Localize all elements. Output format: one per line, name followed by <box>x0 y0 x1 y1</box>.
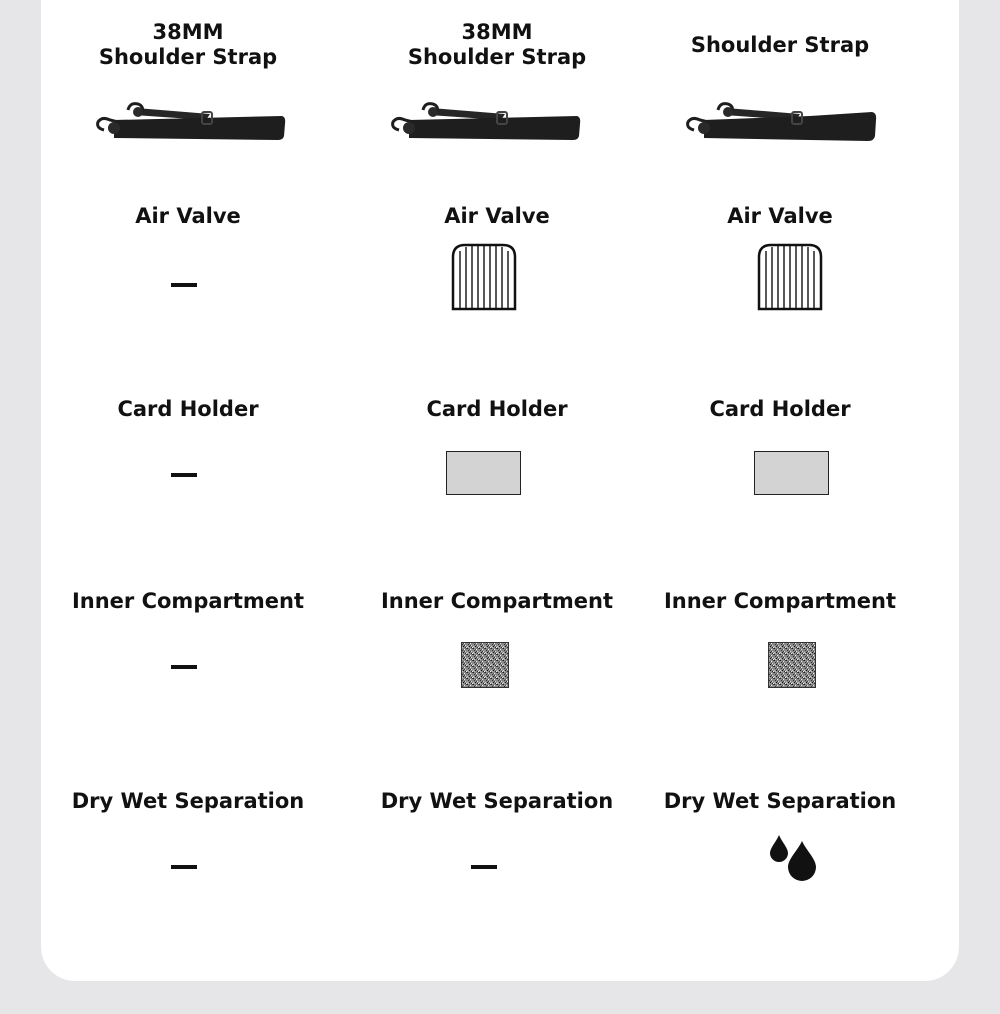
dash-icon <box>171 865 197 869</box>
card-holder-icon <box>446 451 521 495</box>
strap-size-label: 38MM <box>461 20 533 44</box>
shoulder-strap-icon <box>385 98 585 146</box>
dash-icon <box>171 283 197 287</box>
shoulder-strap-icon <box>90 98 290 146</box>
card-holder-icon <box>754 451 829 495</box>
card-holder-label: Card Holder <box>426 397 568 421</box>
strap-name-label: Shoulder Strap <box>98 45 278 69</box>
air-valve-icon <box>756 243 824 311</box>
wide-shoulder-strap-icon <box>680 98 880 146</box>
air-valve-label: Air Valve <box>444 204 550 228</box>
dry-wet-separation-label: Dry Wet Separation <box>380 789 614 813</box>
dash-icon <box>171 473 197 477</box>
strap-label-col1 <box>43 20 333 70</box>
dry-wet-separation-label: Dry Wet Separation <box>71 789 305 813</box>
inner-compartment-label: Inner Compartment <box>71 589 305 613</box>
inner-compartment-label: Inner Compartment <box>663 589 897 613</box>
strap-name-label: Shoulder Strap <box>407 45 587 69</box>
air-valve-label: Air Valve <box>135 204 241 228</box>
card-holder-label: Card Holder <box>709 397 851 421</box>
air-valve-icon <box>450 243 518 311</box>
strap-size-label: 38MM <box>152 20 224 44</box>
card-holder-label: Card Holder <box>117 397 259 421</box>
fabric-swatch-icon <box>768 642 816 688</box>
fabric-swatch-icon <box>461 642 509 688</box>
inner-compartment-label: Inner Compartment <box>380 589 614 613</box>
dash-icon <box>171 665 197 669</box>
strap-label-col2 <box>352 20 642 70</box>
strap-label-col3: Shoulder Strap <box>690 33 870 57</box>
water-drops-icon <box>768 833 820 883</box>
dash-icon <box>471 865 497 869</box>
dry-wet-separation-label: Dry Wet Separation <box>663 789 897 813</box>
air-valve-label: Air Valve <box>727 204 833 228</box>
